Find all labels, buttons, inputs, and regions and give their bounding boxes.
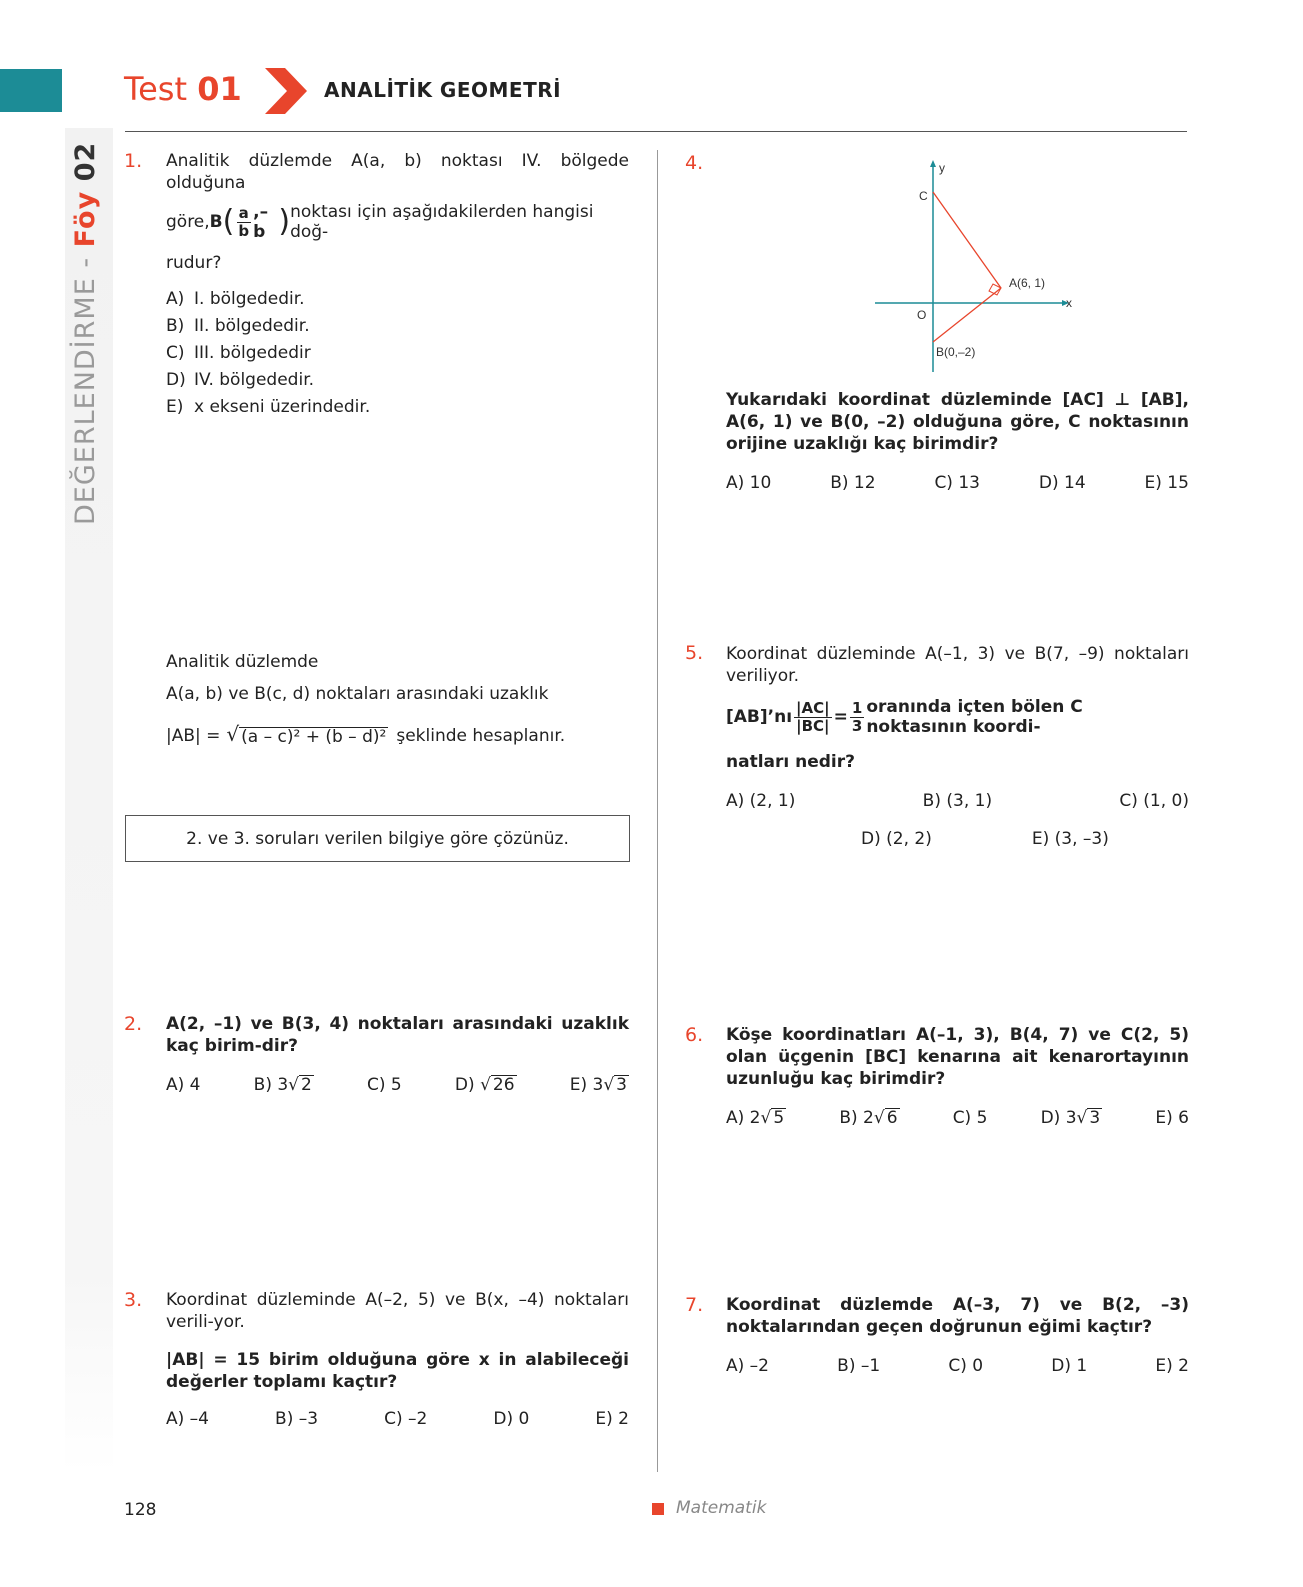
formula-tail: şeklinde hesaplanır.: [396, 726, 566, 746]
fraction: $\frac{a}{b}$: [238, 203, 250, 240]
info-line1: Analitik düzlemde: [166, 652, 319, 672]
sidebar-vertical-label: [70, 141, 106, 525]
x-axis-label: x: [1066, 296, 1072, 310]
options-list: [166, 286, 629, 421]
test-word: Test: [124, 70, 188, 108]
info-block: [166, 652, 636, 746]
second-coordinate: ,–b: [253, 202, 269, 242]
question-number: 5.: [685, 642, 704, 664]
question-number: 1.: [124, 150, 143, 172]
options-row: [726, 473, 1189, 493]
question-text: Köşe koordinatları A(–1, 3), B(4, 7) ve C(2, 5) olan üçgenin [BC] kenarına ait kenarortayının uzunluğu kaç birimdir?: [726, 1025, 1189, 1089]
question-number: 6.: [685, 1024, 704, 1046]
y-axis-arrow-icon: [930, 160, 936, 167]
test-number: 01: [197, 70, 242, 108]
formula-lhs: |AB| =: [166, 726, 221, 746]
option-c[interactable]: C) III. bölgededir: [166, 343, 311, 363]
question-7: [726, 1294, 1189, 1376]
question-text-line2: [166, 202, 629, 242]
option-a[interactable]: A) 4: [166, 1075, 201, 1095]
question-text: Koordinat düzleminde A(–2, 5) ve B(x, –4) noktaları verili-yor.: [166, 1290, 629, 1332]
option-b[interactable]: B) 3√ 2: [253, 1075, 312, 1095]
option-c[interactable]: C) 5: [952, 1108, 988, 1128]
question-text-line3: rudur?: [166, 253, 222, 273]
header-divider: [125, 131, 1187, 132]
option-e[interactable]: E) x ekseni üzerindedir.: [166, 397, 371, 417]
question-1: [166, 150, 629, 421]
equals-sign: =: [833, 707, 848, 727]
page-number: 128: [124, 1500, 157, 1520]
y-axis-label: y: [939, 161, 945, 175]
option-e[interactable]: E) 6: [1155, 1108, 1189, 1128]
question-number: 7.: [685, 1294, 704, 1316]
text-fragment: noktası için aşağıdakilerden hangisi doğ-: [290, 202, 594, 242]
sidebar-label-code: Föy: [70, 190, 101, 248]
text-fragment: [AB]’nı: [726, 707, 793, 727]
test-label: [124, 70, 242, 108]
question-2: [166, 1013, 629, 1095]
options-row: [726, 1356, 1189, 1376]
point-label: B: [209, 212, 223, 232]
point-expression: B ( $\frac{a}{b}$ ,–b ): [209, 202, 291, 242]
question-6: [726, 1024, 1189, 1128]
question-text: Koordinat düzlemde A(–3, 7) ve B(2, –3) noktalarından geçen doğrunun eğimi kaçtır?: [726, 1295, 1189, 1337]
options-row-1: [726, 791, 1189, 811]
option-e[interactable]: E) (3, –3): [1031, 829, 1109, 849]
option-c[interactable]: C) (1, 0): [1119, 791, 1189, 811]
option-e[interactable]: E) 2: [595, 1409, 629, 1429]
option-b[interactable]: B) 2√ 6: [839, 1108, 898, 1128]
fraction-ac-bc: $\frac{|AC|}{|BC|}$: [796, 698, 830, 735]
footer-square-icon: [652, 1503, 664, 1515]
option-c[interactable]: C) 13: [934, 473, 980, 493]
sidebar-label-main: DEĞERLENDİRME -: [70, 247, 101, 525]
segment-ab: [933, 288, 1001, 342]
option-b[interactable]: B) II. bölgededir.: [166, 316, 310, 336]
option-c[interactable]: C) 0: [948, 1356, 984, 1376]
sidebar-label-number: 02: [70, 141, 101, 182]
option-e[interactable]: E) 2: [1155, 1356, 1189, 1376]
option-d[interactable]: D) 1: [1051, 1356, 1088, 1376]
option-b[interactable]: B) 12: [830, 473, 876, 493]
column-separator: [657, 150, 658, 1472]
question-3: [166, 1289, 629, 1429]
instruction-box: [125, 815, 630, 862]
footer-subject: Matematik: [676, 1498, 767, 1518]
option-e[interactable]: E) 3√ 3: [569, 1075, 627, 1095]
question-4: [726, 389, 1189, 493]
option-b[interactable]: B) –3: [275, 1409, 319, 1429]
option-d[interactable]: D) 0: [493, 1409, 530, 1429]
option-a[interactable]: A) 2√ 5: [726, 1108, 785, 1128]
instruction-text: 2. ve 3. soruları verilen bilgiye göre çözünüz.: [186, 828, 569, 849]
question-text: A(2, –1) ve B(3, 4) noktaları arasındaki uzaklık kaç birim-dir?: [166, 1014, 629, 1056]
option-d[interactable]: D) IV. bölgededir.: [166, 370, 315, 390]
text-fragment: oranında içten bölen C noktasının koordi-: [866, 697, 1083, 737]
option-d[interactable]: D) 3√ 3: [1040, 1108, 1101, 1128]
distance-formula: |AB| = √ (a – c)² + (b – d)² şeklinde hesaplanır.: [166, 722, 566, 747]
option-c[interactable]: C) 5: [367, 1075, 402, 1095]
option-a[interactable]: A) I. bölgededir.: [166, 289, 305, 309]
header-teal-tab: [0, 69, 62, 112]
point-a-label: A(6, 1): [1009, 276, 1046, 290]
question-text-2: |AB| = 15 birim olduğuna göre x in alabileceği değerler toplamı kaçtır?: [166, 1350, 629, 1392]
options-row-2: [861, 829, 1189, 849]
question-text-line3: natları nedir?: [726, 752, 856, 772]
fraction-one-third: $\frac{1}{3}$: [851, 698, 863, 735]
question-5: [726, 643, 1189, 849]
chevron-right-icon: [265, 68, 311, 114]
options-row: [166, 1409, 629, 1429]
question-number: 4.: [685, 152, 704, 174]
info-line2: A(a, b) ve B(c, d) noktaları arasındaki uzaklık: [166, 684, 549, 704]
question-text: Yukarıdaki koordinat düzleminde [AC] ⊥ [AB], A(6, 1) ve B(0, –2) olduğuna göre, C noktasının orijine uzaklığı kaç birimdir?: [726, 390, 1189, 454]
option-d[interactable]: D) (2, 2): [861, 829, 932, 849]
option-d[interactable]: D) √ 26: [454, 1075, 515, 1095]
option-a[interactable]: A) –2: [726, 1356, 769, 1376]
option-b[interactable]: B) –1: [837, 1356, 881, 1376]
option-d[interactable]: D) 14: [1038, 473, 1086, 493]
subject-title: ANALİTİK GEOMETRİ: [324, 78, 562, 102]
text-fragment: göre,: [166, 212, 210, 232]
question-text: Koordinat düzleminde A(–1, 3) ve B(7, –9) noktaları veriliyor.: [726, 644, 1189, 686]
formula-root: (a – c)² + (b – d)²: [241, 727, 387, 747]
coordinate-graph: [870, 158, 1090, 380]
option-a[interactable]: A) (2, 1): [726, 791, 796, 811]
question-text: Analitik düzlemde A(a, b) noktası IV. bölgede olduğuna: [166, 151, 629, 193]
options-row: [166, 1075, 629, 1095]
segment-ca: [933, 192, 1001, 288]
question-number: 2.: [124, 1013, 143, 1035]
question-number: 3.: [124, 1289, 143, 1311]
option-c[interactable]: C) –2: [384, 1409, 428, 1429]
point-b-label: B(0,–2): [936, 345, 976, 359]
option-b[interactable]: B) (3, 1): [922, 791, 993, 811]
option-e[interactable]: E) 15: [1144, 473, 1189, 493]
option-a[interactable]: A) 10: [726, 473, 772, 493]
option-a[interactable]: A) –4: [166, 1409, 209, 1429]
point-c-label: C: [919, 189, 928, 203]
origin-label: O: [917, 308, 927, 322]
question-text-line2: [726, 697, 1189, 737]
options-row: [726, 1108, 1189, 1128]
